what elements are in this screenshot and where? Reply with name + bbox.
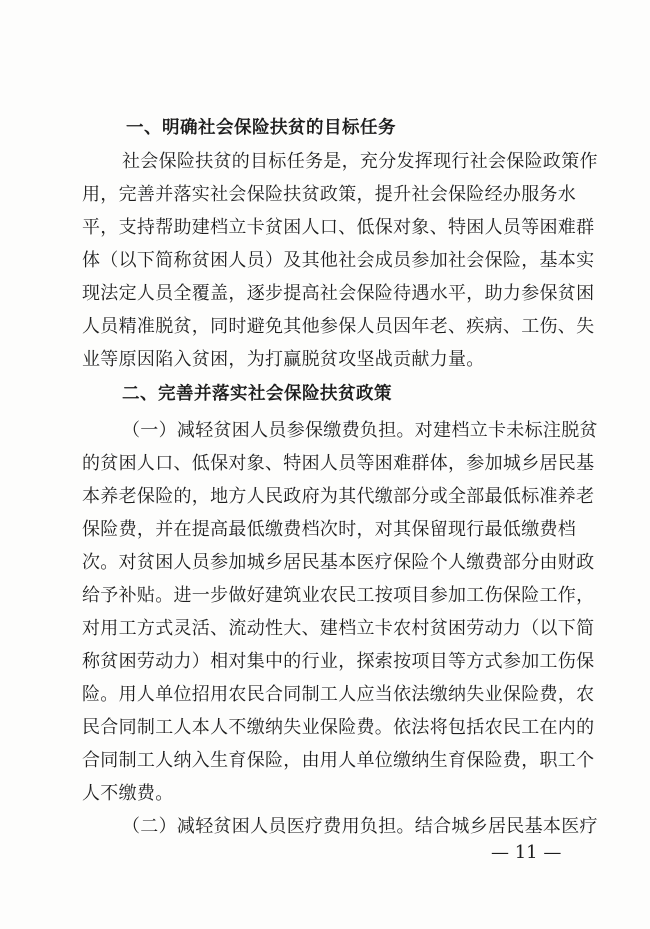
paragraph-line: 平，支持帮助建档立卡贫困人口、低保对象、特困人员等困难群 xyxy=(82,217,595,238)
paragraph-line: 体（以下简称贫困人员）及其他社会成员参加社会保险，基本实 xyxy=(82,250,595,271)
paragraph-line: （二）减轻贫困人员医疗费用负担。结合城乡居民基本医疗 xyxy=(122,816,598,837)
paragraph-line: 现法定人员全覆盖，逐步提高社会保险待遇水平，助力参保贫困 xyxy=(82,283,595,304)
paragraph-line: 对用工方式灵活、流动性大、建档立卡农村贫困劳动力（以下简 xyxy=(82,618,595,639)
paragraph-line: 保险费，并在提高最低缴费档次时，对其保留现行最低缴费档 xyxy=(82,519,577,540)
paragraph-line: 用，完善并落实社会保险扶贫政策，提升社会保险经办服务水 xyxy=(82,184,577,205)
paragraph-line: 次。对贫困人员参加城乡居民基本医疗保险个人缴费部分由财政 xyxy=(82,552,595,573)
paragraph-line: 险。用人单位招用农民合同制工人应当依法缴纳失业保险费，农 xyxy=(82,684,595,705)
paragraph-line: 称贫困劳动力）相对集中的行业，探索按项目等方式参加工伤保 xyxy=(82,651,595,672)
paragraph-line: 业等原因陷入贫困，为打赢脱贫攻坚战贡献力量。 xyxy=(82,349,485,370)
section-heading-2: 二、完善并落实社会保险扶贫政策 xyxy=(122,384,392,404)
paragraph-line: 人员精准脱贫，同时避免其他参保人员因年老、疾病、工伤、失 xyxy=(82,316,595,337)
paragraph-line: 的贫困人口、低保对象、特困人员等困难群体，参加城乡居民基 xyxy=(82,453,595,474)
section-heading-1: 一、明确社会保险扶贫的目标任务 xyxy=(126,118,396,138)
paragraph-line: 民合同制工人本人不缴纳失业保险费。依法将包括农民工在内的 xyxy=(82,717,595,738)
page-number: — 11 — xyxy=(491,842,562,863)
paragraph-line: 合同制工人纳入生育保险，由用人单位缴纳生育保险费，职工个 xyxy=(82,750,595,771)
paragraph-line: 给予补贴。进一步做好建筑业农民工按项目参加工伤保险工作， xyxy=(82,585,595,606)
paragraph-line: 本养老保险的，地方人民政府为其代缴部分或全部最低标准养老 xyxy=(82,486,595,507)
paragraph-line: 社会保险扶贫的目标任务是，充分发挥现行社会保险政策作 xyxy=(122,151,598,172)
paragraph-line: 人不缴费。 xyxy=(82,783,174,804)
paragraph-line: （一）减轻贫困人员参保缴费负担。对建档立卡未标注脱贫 xyxy=(122,420,598,441)
